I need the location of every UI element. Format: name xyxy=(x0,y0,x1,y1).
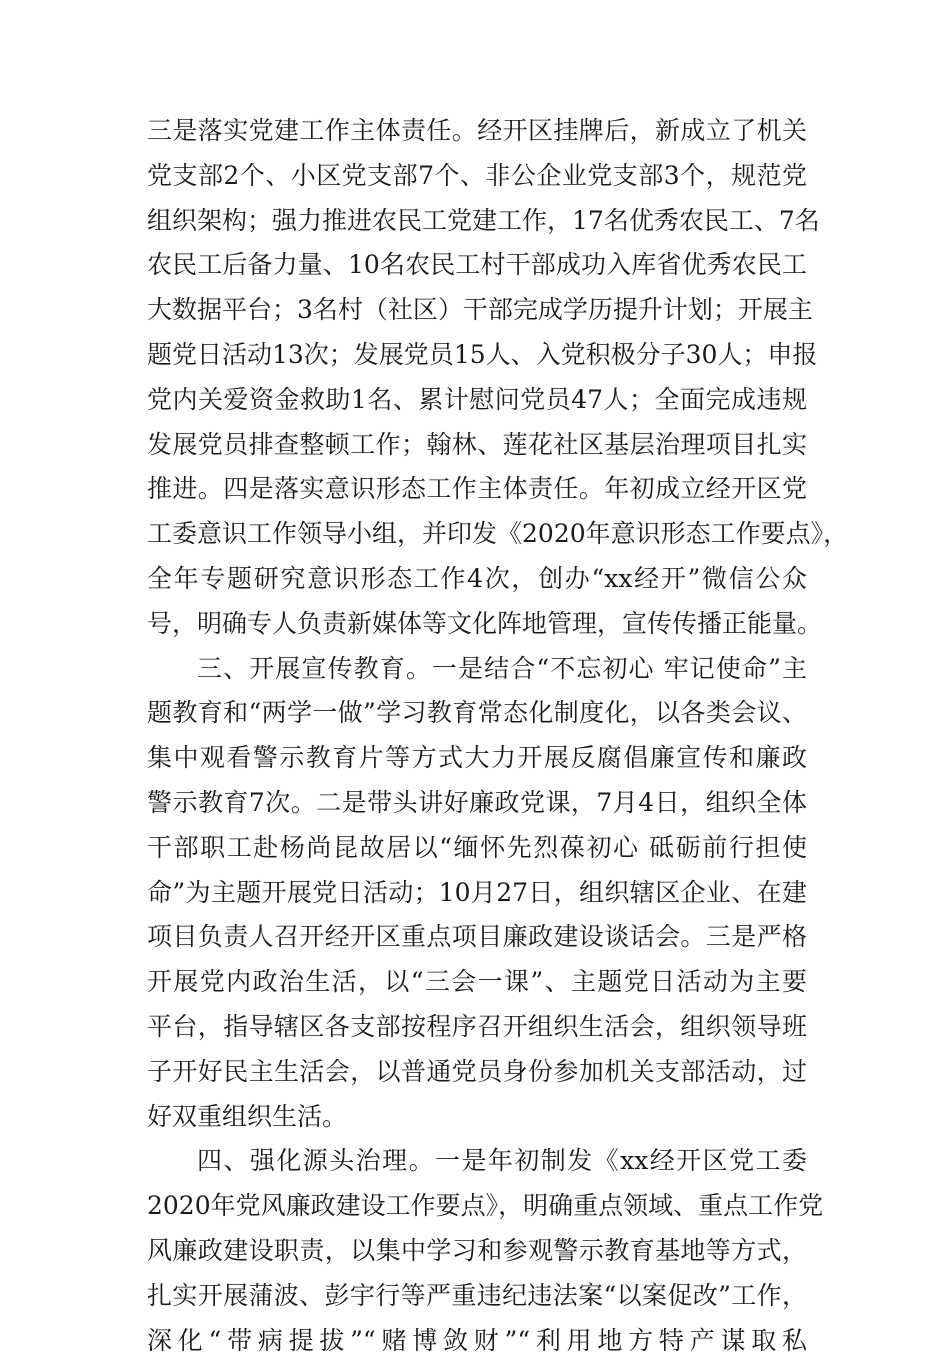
text-line: 扎实开展蒲波、彭宇行等严重违纪违法案“以案促改”工作， xyxy=(147,1280,807,1310)
text-line: 好双重组织生活。 xyxy=(147,1101,348,1131)
text-line: 四、强化源头治理。一是年初制发《xx经开区党工委 xyxy=(197,1146,807,1176)
text-line: 干部职工赴杨尚昆故居以“缅怀先烈葆初心 砥砺前行担使 xyxy=(147,832,807,862)
text-line: 组织架构；强力推进农民工党建工作，17名优秀农民工、7名 xyxy=(147,205,820,235)
text-line: 开展党内政治生活，以“三会一课”、主题党日活动为主要 xyxy=(147,967,807,997)
paragraph-publicity-education xyxy=(147,647,807,1140)
text-line: 命”为主题开展党日活动；10月27日，组织辖区企业、在建 xyxy=(147,877,807,907)
text-line: 大数据平台；3名村（社区）干部完成学历提升计划；开展主 xyxy=(147,295,813,325)
text-line: 三是落实党建工作主体责任。经开区挂牌后，新成立了机关 xyxy=(147,116,807,145)
text-line: 深化“带病提拔”“赌博敛财”“利用地方特产谋取私 xyxy=(147,1325,807,1355)
text-line: 党支部2个、小区党支部7个、非公企业党支部3个，规范党 xyxy=(147,160,807,190)
text-line: 三、开展宣传教育。一是结合“不忘初心 牢记使命”主 xyxy=(197,653,807,683)
text-line: 平台，指导辖区各支部按程序召开组织生活会，组织领导班 xyxy=(147,1011,807,1041)
text-line: 推进。四是落实意识形态工作主体责任。年初成立经开区党 xyxy=(147,474,807,504)
text-line: 题教育和“两学一做”学习教育常态化制度化，以各类会议、 xyxy=(147,698,807,728)
text-line: 风廉政建设职责，以集中学习和参观警示教育基地等方式， xyxy=(147,1235,807,1265)
text-line: 2020年党风廉政建设工作要点》，明确重点领域、重点工作党 xyxy=(147,1191,824,1221)
text-line: 警示教育7次。二是带头讲好廉政党课，7月4日，组织全体 xyxy=(147,787,807,817)
text-line: 子开好民主生活会，以普通党员身份参加机关支部活动，过 xyxy=(147,1056,807,1086)
text-line: 题党日活动13次；发展党员15人、入党积极分子30人；申报 xyxy=(147,339,818,369)
text-line: 工委意识工作领导小组，并印发《2020年意识形态工作要点》， xyxy=(147,519,849,549)
text-line: 农民工后备力量、10名农民工村干部成功入库省优秀农民工 xyxy=(147,250,807,280)
paragraph-source-governance xyxy=(147,1139,824,1363)
document-body xyxy=(147,109,849,1363)
text-line: 发展党员排查整顿工作；翰林、莲花社区基层治理项目扎实 xyxy=(147,429,807,459)
text-line: 号，明确专人负责新媒体等文化阵地管理，宣传传播正能量。 xyxy=(147,608,823,638)
text-line: 项目负责人召开经开区重点项目廉政建设谈话会。三是严格 xyxy=(147,922,807,952)
text-line: 集中观看警示教育片等方式大力开展反腐倡廉宣传和廉政 xyxy=(147,743,807,773)
text-line: 党内关爱资金救助1名、累计慰问党员47人；全面完成违规 xyxy=(147,384,807,414)
text-line: 全年专题研究意识形态工作4次，创办“xx经开”微信公众 xyxy=(147,563,807,593)
paragraph-party-building xyxy=(147,109,849,647)
